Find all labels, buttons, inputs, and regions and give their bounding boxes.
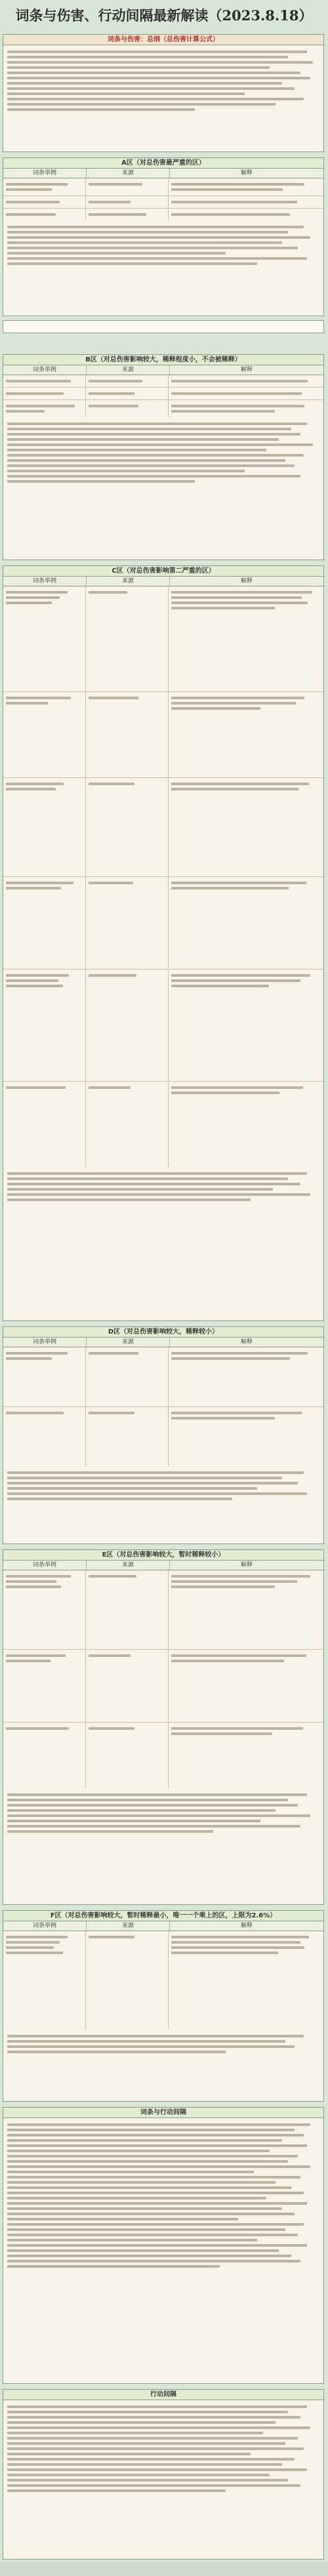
section-title: 词条与行动间隔 [3,2108,323,2118]
table-row [3,1723,323,1788]
section-title: D区（对总伤害影响较大，稀释较小） [3,1327,323,1338]
column-header-explain: 解释 [240,170,253,176]
highlight-banner [3,320,324,333]
section-body [3,2400,323,2497]
section-title: C区（对总伤害影响第二严重的区） [3,566,323,577]
column-header-entry: 词条举例 [3,1921,87,1931]
column-headers [3,1921,323,1931]
table-row [3,1931,323,2030]
column-header-entry: 词条举例 [3,577,87,586]
column-header-explain: 解释 [240,1923,253,1929]
section-title: 词条与伤害：总纲（总伤害计算公式） [3,35,323,45]
column-header-explain: 解释 [240,578,253,584]
section-c [3,565,324,1321]
table-row [3,178,323,196]
table-row [3,877,323,970]
section-title: B区（对总伤害影响较大，稀释程度小，不会被稀释） [3,355,323,365]
table-rows [3,375,323,417]
column-header-explain: 解释 [240,1562,253,1568]
footer-bar [0,2562,328,2576]
column-header-source: 来源 [87,1921,170,1931]
column-headers [3,365,323,375]
section-overview [3,34,324,152]
section-d [3,1326,324,1544]
table-rows [3,1347,323,1466]
section-title: E区（对总伤害影响较大，暂时稀释较小） [3,1550,323,1561]
column-header-source: 来源 [87,577,170,586]
table-row [3,1570,323,1650]
table-row [3,375,323,388]
column-header-entry: 词条举例 [3,1338,87,1347]
column-header-entry: 词条举例 [3,169,87,178]
section-body [3,2118,323,2273]
section-body [3,1466,323,1505]
table-row [3,400,323,417]
section-a [3,157,324,316]
column-headers [3,577,323,586]
table-row [3,778,323,877]
table-rows [3,178,323,220]
section-body [3,2030,323,2058]
column-header-source: 来源 [87,365,170,375]
table-rows [3,1931,323,2030]
table-row [3,209,323,220]
column-header-source: 来源 [87,1561,170,1570]
section-e [3,1549,324,1905]
table-row [3,1650,323,1723]
section-f [3,1910,324,2102]
table-row [3,692,323,778]
column-headers [3,169,323,178]
section-action-interval-entries [3,2107,324,2384]
table-row [3,1082,323,1167]
section-title: A区（对总伤害最严重的区） [3,158,323,169]
section-body [3,1788,323,1838]
column-header-explain: 解释 [240,367,253,373]
table-row [3,1407,323,1466]
column-headers [3,1561,323,1570]
table-row [3,196,323,209]
section-body [3,1167,323,1206]
section-body [3,45,323,116]
section-body [3,220,323,270]
document-title: 词条与伤害、行动间隔最新解读（2023.8.18） [15,7,313,24]
column-header-explain: 解释 [240,1339,253,1345]
column-header-source: 来源 [87,1338,170,1347]
table-row [3,970,323,1082]
section-action-interval [3,2389,324,2560]
table-row [3,1347,323,1407]
column-header-entry: 词条举例 [3,1561,87,1570]
section-title: 行动间隔 [3,2390,323,2400]
column-header-source: 来源 [87,169,170,178]
section-title: F区（对总伤害影响较大，暂时稀释最小，唯一一个乘上的区，上限为2.6%） [3,1911,323,1921]
table-rows [3,586,323,1167]
column-headers [3,1338,323,1347]
table-row [3,586,323,692]
table-rows [3,1570,323,1788]
table-row [3,388,323,400]
section-b [3,354,324,560]
section-body [3,417,323,488]
column-header-entry: 词条举例 [3,365,87,375]
